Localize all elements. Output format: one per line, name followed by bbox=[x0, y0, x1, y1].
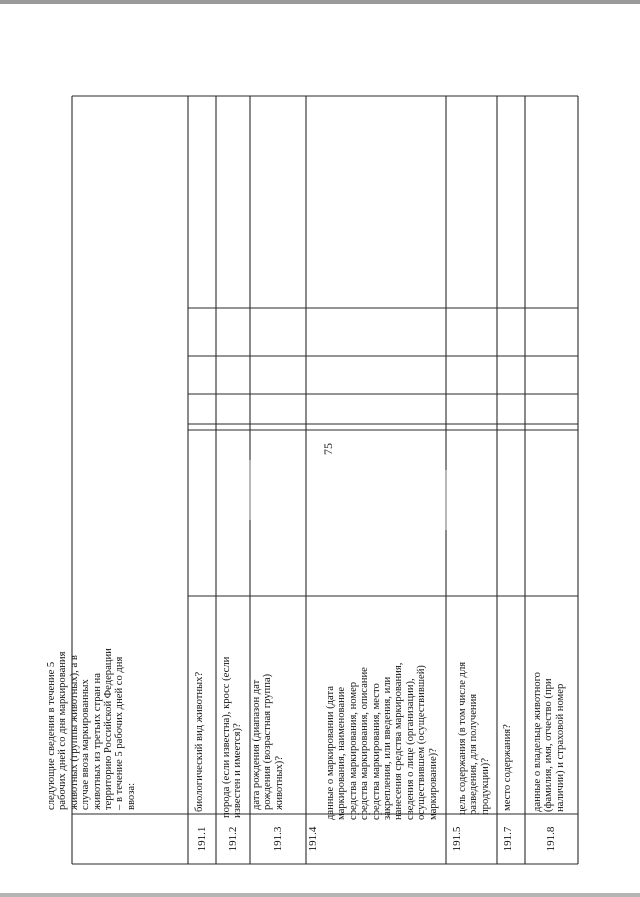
row-question: дата рождения (диапазон дат рождения (возрастная группа) животных)? bbox=[251, 673, 285, 810]
row-question: место содержания? bbox=[502, 724, 513, 811]
row-question: данные о владельце животного (фамилия, имя, отчество (при наличии) и страховой номер bbox=[532, 672, 566, 812]
row-question: данные о маркировании (дата маркирования, наименование средства маркирования, номер средства маркирования, описание средства маркирования, место закрепления, или введения, или нанесения средства маркирования, сведения о лице (организации), осуществившем (осуществившей) маркирование)? bbox=[325, 662, 439, 820]
row-number: 191.8 bbox=[545, 826, 557, 852]
row-number: 191.5 bbox=[451, 826, 463, 852]
row-number: 191.2 bbox=[227, 826, 239, 852]
row-question: биологический вид животных? bbox=[194, 671, 205, 812]
row-number: 191.7 bbox=[502, 826, 514, 852]
row-question: порода (если известна), кросс (если известен и имеется)? bbox=[221, 656, 244, 818]
row-question: цель содержания (в том числе для разведения, для получения продукции)? bbox=[457, 661, 491, 815]
row-number: 191.1 bbox=[196, 826, 208, 852]
row-number: 191.4 bbox=[307, 826, 319, 852]
page-number: 75 bbox=[321, 443, 335, 455]
header-cell-text: следующие сведения в течение 5 рабочих дней со дня маркирования животных (группы животных), а в случае ввоза маркированных животных из третьих стран на территорию Российской Федерации – в течение 5 рабочих дней со дня ввоза: bbox=[46, 648, 137, 810]
row-number: 191.3 bbox=[272, 826, 284, 852]
